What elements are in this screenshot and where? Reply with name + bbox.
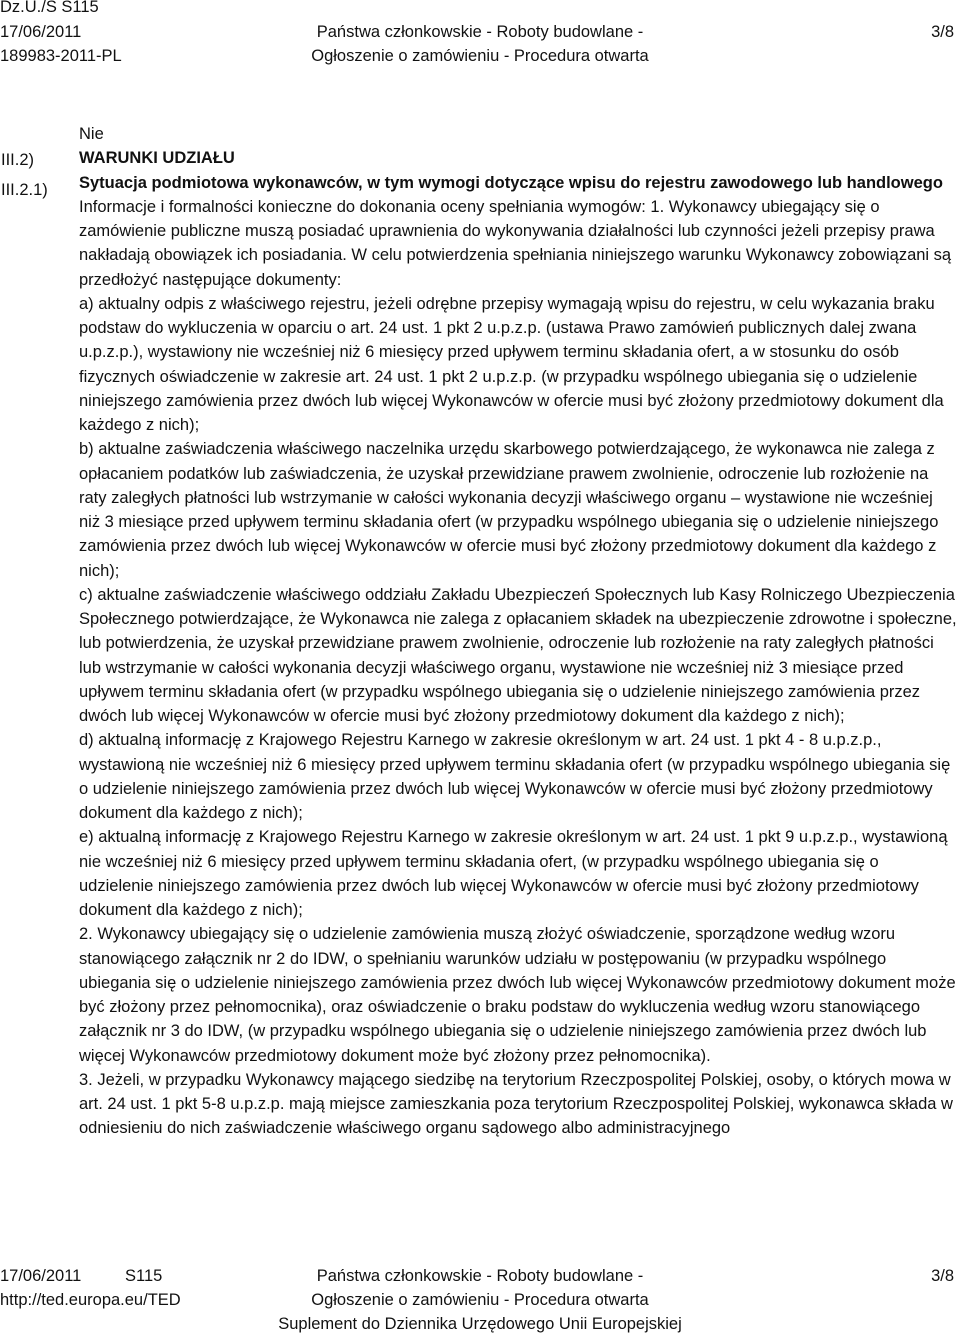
footer-date: 17/06/2011 (0, 1267, 82, 1285)
document-body (79, 122, 957, 1141)
paragraph-intro: Informacje i formalności konieczne do dokonania oceny spełniania wymogów: 1. Wykonawcy ubiegający się o zamówienie publiczne muszą posiadać uprawnienia do wykonywania działalności lub czynności jeżeli przepisy prawa nakładają obowiązek ich posiadania. W celu potwierdzenia spełniania niniejszego warunku Wykonawcy zobowiązani są przedłożyć następujące dokumenty: (79, 197, 952, 289)
previous-answer: Nie (79, 125, 104, 143)
footer-url-link[interactable]: http://ted.europa.eu/TED (0, 1291, 181, 1309)
section-heading: WARUNKI UDZIAŁU (79, 149, 235, 168)
footer-title-line3: Suplement do Dziennika Urzędowego Unii Europejskiej (278, 1315, 682, 1333)
section-number-iii-2-1: III.2.1) (1, 181, 48, 199)
header-page-number: 3/8 (931, 23, 954, 41)
journal-ref: Dz.U./S S115 (0, 0, 99, 16)
paragraph-item-e: e) aktualną informację z Krajowego Rejestru Karnego w zakresie określonym w art. 24 ust. 1 pkt 9 u.p.z.p., wystawioną nie wcześniej niż 6 miesięcy przed upływem terminu składania ofert, (w przypadku wspólnego ubiegania się o udzielenie niniejszego zamówienia przez dwóch lub więcej Wykonawców w ofercie musi być złożony przedmiotowy dokument dla każdego z nich); (79, 828, 948, 919)
section-subheading: Sytuacja podmiotowa wykonawców, w tym wymogi dotyczące wpisu do rejestru zawodowego lub handlowego (79, 173, 943, 192)
notice-id: 189983-2011-PL (0, 47, 122, 65)
paragraph-point-3: 3. Jeżeli, w przypadku Wykonawcy mającego siedzibę na terytorium Rzeczpospolitej Polskiej, osoby, o których mowa w art. 24 ust. 1 pkt 5-8 u.p.z.p. mają miejsce zamieszkania poza terytorium Rzeczpospolitej Polskiej, wykonawca składa w odniesieniu do nich zaświadczenie właściwego organu sądowego albo administracyjnego (79, 1070, 953, 1138)
section-number-iii-2: III.2) (1, 151, 35, 169)
header-title-line1: Państwa członkowskie - Roboty budowlane - (316, 23, 644, 41)
paragraph-item-c: c) aktualne zaświadczenie właściwego oddziału Zakładu Ubezpieczeń Społecznych lub Kasy Rolniczego Ubezpieczenia Społecznego potwierdzające, że Wykonawca nie zalega z opłacaniem składek na ubezpieczenie zdrowotne i społeczne, lub potwierdzenia, że uzyskał przewidziane prawem zwolnienie, odroczenie lub rozłożenie na raty zaległych płatności lub wstrzymanie w całości wykonania decyzji właściwego organu, wystawione nie wcześniej niż 3 miesiące przed upływem terminu składania ofert (w przypadku wspólnego ubiegania się o udzielenie niniejszego zamówienia przez dwóch lub więcej Wykonawców w ofercie musi być złożony przedmiotowy dokument dla każdego z nich); (79, 585, 957, 725)
paragraph-item-a: a) aktualny odpis z właściwego rejestru, jeżeli odrębne przepisy wymagają wpisu do rejestru, w celu wykazania braku podstaw do wykluczenia w oparciu o art. 24 ust. 1 pkt 2 u.p.z.p. (ustawa Prawo zamówień publicznych dalej zwana u.p.z.p.), wystawiony nie wcześniej niż 6 miesięcy przed upływem terminu składania ofert, a w stosunku do osób fizycznych oświadczenie w zakresie art. 24 ust. 1 pkt 2 u.p.z.p. (w przypadku wspólnego ubiegania się o udzielenie niniejszego zamówienia przez dwóch lub więcej Wykonawców w ofercie musi być złożony przedmiotowy dokument dla każdego z nich); (79, 294, 944, 434)
footer-series: S115 (125, 1267, 163, 1285)
footer-title-line1: Państwa członkowskie - Roboty budowlane - (316, 1267, 644, 1285)
paragraph-item-b: b) aktualne zaświadczenia właściwego naczelnika urzędu skarbowego potwierdzającego, że wykonawca nie zalega z opłacaniem podatków lub zaświadczenia, że uzyskał przewidziane prawem zwolnienie, odroczenie lub rozłożenie na raty zaległych płatności lub wstrzymanie w całości wykonania decyzji właściwego organu – wystawione nie wcześniej niż 3 miesiące przed upływem terminu składania ofert (w przypadku wspólnego ubiegania się o udzielenie niniejszego zamówienia przez dwóch lub więcej Wykonawców w ofercie musi być złożony przedmiotowy dokument dla każdego z nich); (79, 440, 939, 580)
footer-title-line2: Ogłoszenie o zamówieniu - Procedura otwarta (311, 1291, 649, 1309)
header-title-line2: Ogłoszenie o zamówieniu - Procedura otwarta (311, 47, 649, 65)
paragraph-point-2: 2. Wykonawcy ubiegający się o udzielenie zamówienia muszą złożyć oświadczenie, sporządzone według wzoru stanowiącego załącznik nr 2 do IDW, o spełnianiu warunków udziału w postępowaniu (w przypadku wspólnego ubiegania się o udzielenie niniejszego zamówienia przez dwóch lub więcej Wykonawców przedmiotowy dokument może być złożony przez pełnomocnika), oraz oświadczenie o braku podstaw do wykluczenia według wzoru stanowiącego załącznik nr 3 do IDW, (w przypadku wspólnego ubiegania się o udzielenie niniejszego zamówienia przez dwóch lub więcej Wykonawców przedmiotowy dokument może być złożony przez pełnomocnika). (79, 925, 956, 1065)
header-date: 17/06/2011 (0, 23, 82, 41)
footer-page-number: 3/8 (931, 1267, 954, 1285)
paragraph-item-d: d) aktualną informację z Krajowego Rejestru Karnego w zakresie określonym w art. 24 ust. 1 pkt 4 - 8 u.p.z.p., wystawioną nie wcześniej niż 6 miesięcy przed upływem terminu składania ofert (w przypadku wspólnego ubiegania się o udzielenie niniejszego zamówienia przez dwóch lub więcej Wykonawców w ofercie musi być złożony przedmiotowy dokument dla każdego z nich); (79, 731, 951, 822)
